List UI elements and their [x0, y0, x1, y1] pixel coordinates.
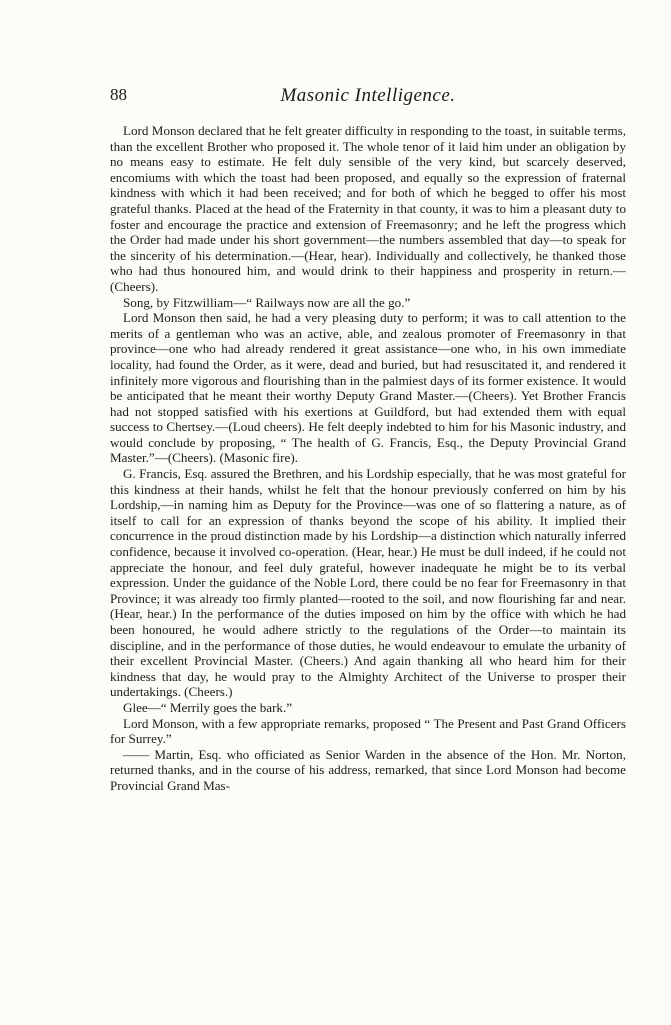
running-title: Masonic Intelligence. — [280, 85, 456, 106]
paragraph-toast-francis: Lord Monson then said, he had a very pleasing duty to perform; it was to call attention to the merits of a gentleman who was an active, able, and zealous promoter of Freemasonry in that province—one who had already rendered it great assistance—one who, in his own immediate locality, had found the Order, as it were, dead and buried, but had resuscitated it, and rendered it infinitely more vigorous and flourishing than in the palmiest days of its former existence. It would be anticipated that he meant their worthy Deputy Grand Master.—(Cheers). Yet Brother Francis had not stopped satisfied with his exertions at Guildford, but had extended them with equal success to Chertsey.—(Loud cheers). He felt deeply indebted to him for his Masonic industry, and would conclude by proposing, “ The health of G. Francis, Esq., the Deputy Provincial Grand Master.”—(Cheers). (Masonic fire). — [110, 310, 626, 466]
page-header — [110, 85, 626, 109]
paragraph-martin-reply: —— Martin, Esq. who officiated as Senior Warden in the absence of the Hon. Mr. Norton, returned thanks, and in the course of his address, remarked, that since Lord Monson had become Provincial Grand Mas- — [110, 746, 626, 793]
article-body — [110, 123, 626, 794]
paragraph-francis-reply: G. Francis, Esq. assured the Brethren, and his Lordship especially, that he was most grateful for this kindness at their hands, whilst he felt that the honour previously conferred on him by his Lordship,—in naming him as Deputy for the Province—was one of so flattering a nature, as of itself to call for an expression of thanks beyond the scope of his ability. It implied their concurrence in the proud distinction made by his Lordship—a distinction which naturally inferred confidence, because it involved co-operation. (Hear, hear.) He must be dull indeed, if he could not appreciate the honour, and feel duly grateful, however inadequate he might be to its verbal expression. Under the guidance of the Noble Lord, there could be no fear for Freemasonry in that Province; it was already too firmly planted—rooted to the soil, and now flourishing far and near. (Hear, hear.) In the performance of the duties imposed on him by the office with which he had been honoured, he would adhere strictly to the regulations of the Order—to maintain its discipline, and in the performance of those duties, he would endeavour to emulate the urbanity of their excellent Provincial Master. (Cheers.) And again thanking all who heard him for their kindness that day, he would pray to the Almighty Architect of the Universe to prosper their undertakings. (Cheers.) — [110, 466, 626, 700]
paragraph-lord-monson-reply: Lord Monson declared that he felt greater difficulty in responding to the toast, in suitable terms, than the excellent Brother who proposed it. The whole tenor of it laid him under an obligation by no means easy to estimate. He felt duly sensible of the very kind, but scarcely deserved, encomiums with which the toast had been proposed, and equally so the expression of fraternal kindness with which it had been received; and for both of which he begged to offer his most grateful thanks. Placed at the head of the Fraternity in that county, it was to him a pleasant duty to foster and encourage the practice and extension of Freemasonry; and he left the progress which the Order had made under his short government—the numbers assembled that day—to speak for the sincerity of his determination.—(Hear, hear). Individually and collectively, he thanked those who had thus honoured him, and would drink to their happiness and prosperity in return.—(Cheers). — [110, 123, 626, 294]
paragraph-song: Song, by Fitzwilliam—“ Railways now are all the go.” — [123, 294, 411, 310]
paragraph-glee: Glee—“ Merrily goes the bark.” — [123, 699, 293, 715]
page-number: 88 — [110, 85, 127, 104]
paragraph-toast-officers: Lord Monson, with a few appropriate remarks, proposed “ The Present and Past Grand Officers for Surrey.” — [110, 715, 626, 747]
